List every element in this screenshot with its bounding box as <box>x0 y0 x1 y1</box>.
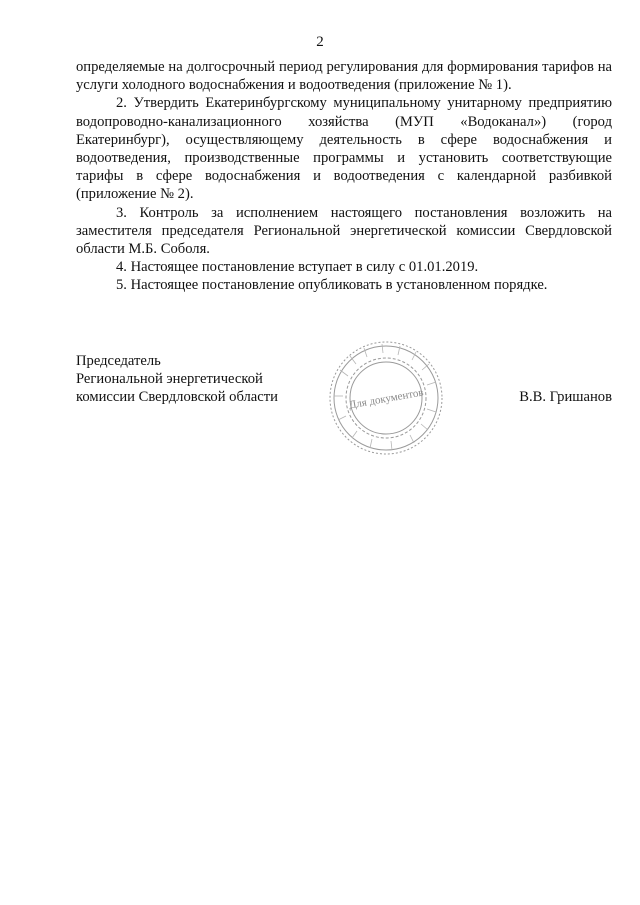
official-stamp <box>326 338 446 458</box>
signatory-title-line: Региональной энергетической <box>76 371 263 388</box>
document-body <box>76 58 612 295</box>
signatory-title-line: комиссии Свердловской области <box>76 389 278 406</box>
signatory-title-line: Председатель <box>76 353 161 369</box>
paragraph-2: 2. Утвердить Екатеринбургскому муниципальному унитарному предприятию водопроводно-канализационного хозяйства (МУП «Водоканал») (город Екатеринбург), осуществляющему деятельность в сфере водоснабжения и водоотведения, производственные программы и установить соответствующие тарифы в сфере водоснабжения и водоотведения с календарной разбивкой (приложение № 2). <box>76 95 612 203</box>
paragraph-5: 5. Настоящее постановление опубликовать в установленном порядке. <box>116 277 548 294</box>
paragraph-1: определяемые на долгосрочный период регулирования для формирования тарифов на услуги холодного водоснабжения и водоотведения (приложение № 1). <box>76 59 612 94</box>
signature-block <box>76 352 612 452</box>
signatory-name: В.В. Гришанов <box>519 389 612 405</box>
signatory-title <box>76 352 278 407</box>
paragraph-4: 4. Настоящее постановление вступает в силу с 01.01.2019. <box>116 259 479 276</box>
page-number: 2 <box>316 34 324 50</box>
stamp-label: Для документов <box>347 386 425 412</box>
paragraph-3: 3. Контроль за исполнением настоящего постановления возложить на заместителя председателя Региональной энергетической комиссии Свердловской области М.Б. Соболя. <box>76 204 612 258</box>
